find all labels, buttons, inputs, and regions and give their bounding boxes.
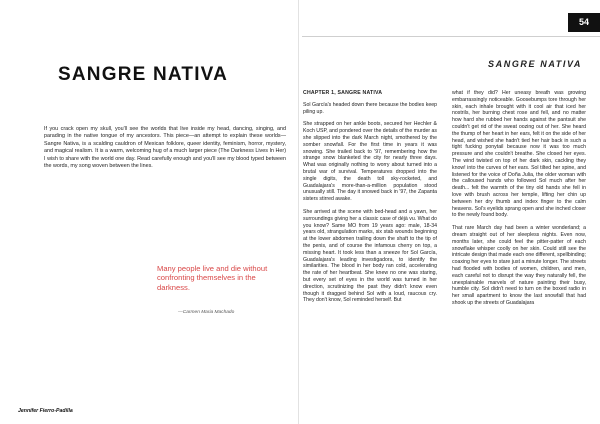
text-column-right — [452, 90, 586, 420]
page-gutter — [298, 0, 299, 424]
body-paragraph: Sol García's headed down there because the bodies keep piling up. — [303, 101, 437, 115]
quote-attribution: —Carmen Maria Machado — [178, 310, 235, 315]
page-number-tab — [568, 13, 600, 32]
page-title: SANGRE NATIVA — [58, 64, 229, 85]
author-name: Jennifer Fierro-Padilla — [18, 408, 73, 414]
intro-paragraph: If you crack open my skull, you'll see the worlds that live inside my head, dancing, singing, and parading in the native tongue of my ancestors. This piece—an attempt to explain these worlds—Sangre Nativa, is a scalding cauldron of Mexican folklore, queer identity, feminism, horror, mystery, and magical realism. It is a warm, welcoming hug of a much larger piece (The Darkness Lives In Her) I wish to share with the world one day. Read carefully enough and you'll see my blood typed between the words, my song woven between the lines. — [44, 126, 286, 170]
body-paragraph: She strapped on her ankle boots, secured her Hechler & Koch USP, and pondered over the details of the murder as she slipped into the dark March night, smothered by the somber snowfall. For the first time in years it was snowing. She trailed back to '97, remembering how the strange snow blanketed the city for nearly three days. What was originally nothing to worry about turned into a brutal war of survival. Temperatures dropped into the single digits, the death toll sky-rocketed, and Guadalajara's more-than-a-million population stood unusually still. The day it snowed back in '97, the Zapanta sisters stirred awake. — [303, 121, 437, 203]
text-column-left — [303, 90, 437, 420]
running-head: SANGRE NATIVA — [488, 59, 582, 69]
body-paragraph: She arrived at the scene with bed-head and a yawn, her surroundings giving her a classic case of déjà vu. What do you know? Same MO from 19 years ago: male, 18-34 years old, strangulation marks, six stab wounds beginning at the lower abdomen trailing down the shaft to the tip of the penis, and of course the infamous cherry on top, a missing heart. It took less than a sneeze for Sol García, Guadalajara's leading investigadora, to identify the similarities. The blood in her body ran cold, accelerating the rate of her heartbeat. She knew no one was staring, but every set of eyes in the world was turned in her direction, scrutinizing the past they didn't know even though it dragged behind Sol with a loud, raucous cry. They don't know, Sol reminded herself. But — [303, 208, 437, 304]
page-number: 54 — [578, 17, 589, 27]
body-paragraph: That rare March day had been a winter wonderland; a dream straight out of her sleepless nights. Even now, months later, she could feel the pitter-patter of each snowflake whisper coolly on her skin. Could still see the intricate design that made each one different, spellbinding; coaxing her eyes to stare just a minute longer. The streets had flooded with bodies of women, children, and men, each careful not to disrupt the way they naturally fell, the unexplainable marvels of nature painting their busy, humble city. Sol didn't need to turn on the boxed radio in her small apartment to know the last snowfall that had shook up the streets of Guadalajara — [452, 225, 586, 306]
pull-quote: Many people live and die without confronting themselves in the darkness. — [157, 264, 268, 292]
header-rule — [302, 36, 600, 37]
body-paragraph: what if they did? Her uneasy breath was growing embarrassingly noticeable. Goosebumps tore through her skin, each inhale brought with it cool air that iced her nostrils, her burning chest rose and fell, and no matter how hard she rubbed her hands against the pantsuit she couldn't get rid of the sweat oozing out of her. She heard the thump of her heart in her ears, felt it on the side of her head, and wished she hadn't tied her hair back in such a tight fucking ponytail because now it was too much pressure and she couldn't breathe. She closed her eyes. The wind twisted on top of her dark skin, cackling they know! into the curves of her ears. Sol tilted her spine, and listened for the voice of Doña Julia, the older woman with the calloused hands who followed Sol much after her death... felt the warmth of the tiny old hands she fell in love with brush across her temple, lifting her chin up between her dry thumb and index finger to the calm heavens. Sol's eyelids sprang open and she inched closer to the newly found body. — [452, 90, 586, 219]
chapter-heading: CHAPTER 1, SANGRE NATIVA — [303, 90, 383, 96]
